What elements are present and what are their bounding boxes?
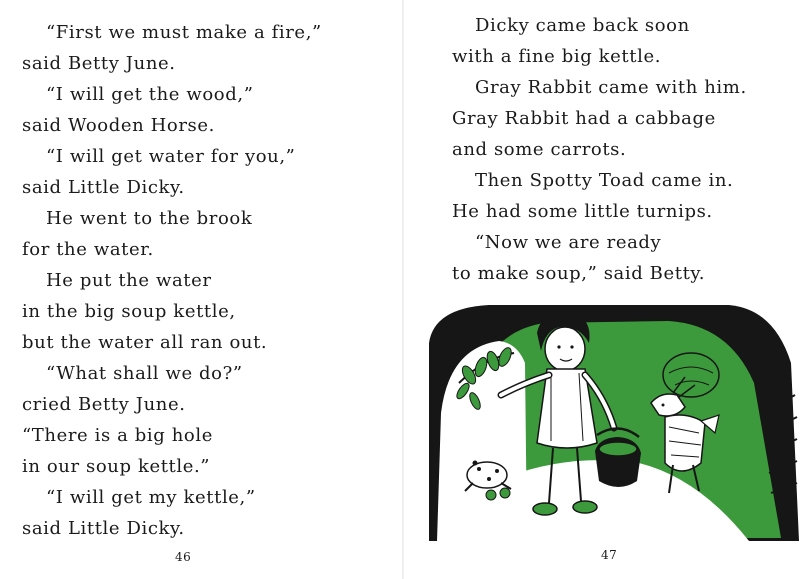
girl-shoe [533, 503, 557, 515]
cabbage [663, 353, 719, 397]
text-line: Dicky came back soon [475, 15, 690, 36]
text-line: and some carrots. [452, 139, 627, 160]
text-line: Gray Rabbit had a cabbage [452, 108, 716, 129]
text-line: with a fine big kettle. [452, 46, 662, 67]
text-line: “There is a big hole [22, 425, 213, 446]
girl-face [545, 327, 585, 371]
text-line: “First we must make a fire,” [46, 22, 322, 43]
text-line: “I will get water for you,” [46, 146, 296, 167]
text-line: in the big soup kettle, [22, 301, 236, 322]
text-line: said Betty June. [22, 53, 176, 74]
text-line: to make soup,” said Betty. [452, 263, 706, 284]
girl-shoe [573, 501, 597, 513]
text-line: said Little Dicky. [22, 177, 185, 198]
kitchen-illustration [429, 303, 799, 541]
text-line: “I will get my kettle,” [46, 487, 256, 508]
text-line: Then Spotty Toad came in. [475, 170, 734, 191]
page-number: 47 [601, 548, 618, 562]
text-line: “What shall we do?” [46, 363, 243, 384]
text-line: Gray Rabbit came with him. [475, 77, 747, 98]
text-line: “I will get the wood,” [46, 84, 254, 105]
right-page [403, 0, 806, 579]
text-line: for the water. [22, 239, 154, 260]
text-line: in our soup kettle.” [22, 456, 211, 477]
text-line: “Now we are ready [475, 232, 662, 253]
text-line: said Little Dicky. [22, 518, 185, 539]
page-number: 46 [175, 550, 192, 564]
text-line: cried Betty June. [22, 394, 186, 415]
text-line: He put the water [46, 270, 212, 291]
text-line: but the water all ran out. [22, 332, 268, 353]
text-line: said Wooden Horse. [22, 115, 215, 136]
text-line: He went to the brook [46, 208, 253, 229]
text-line: He had some little turnips. [452, 201, 713, 222]
